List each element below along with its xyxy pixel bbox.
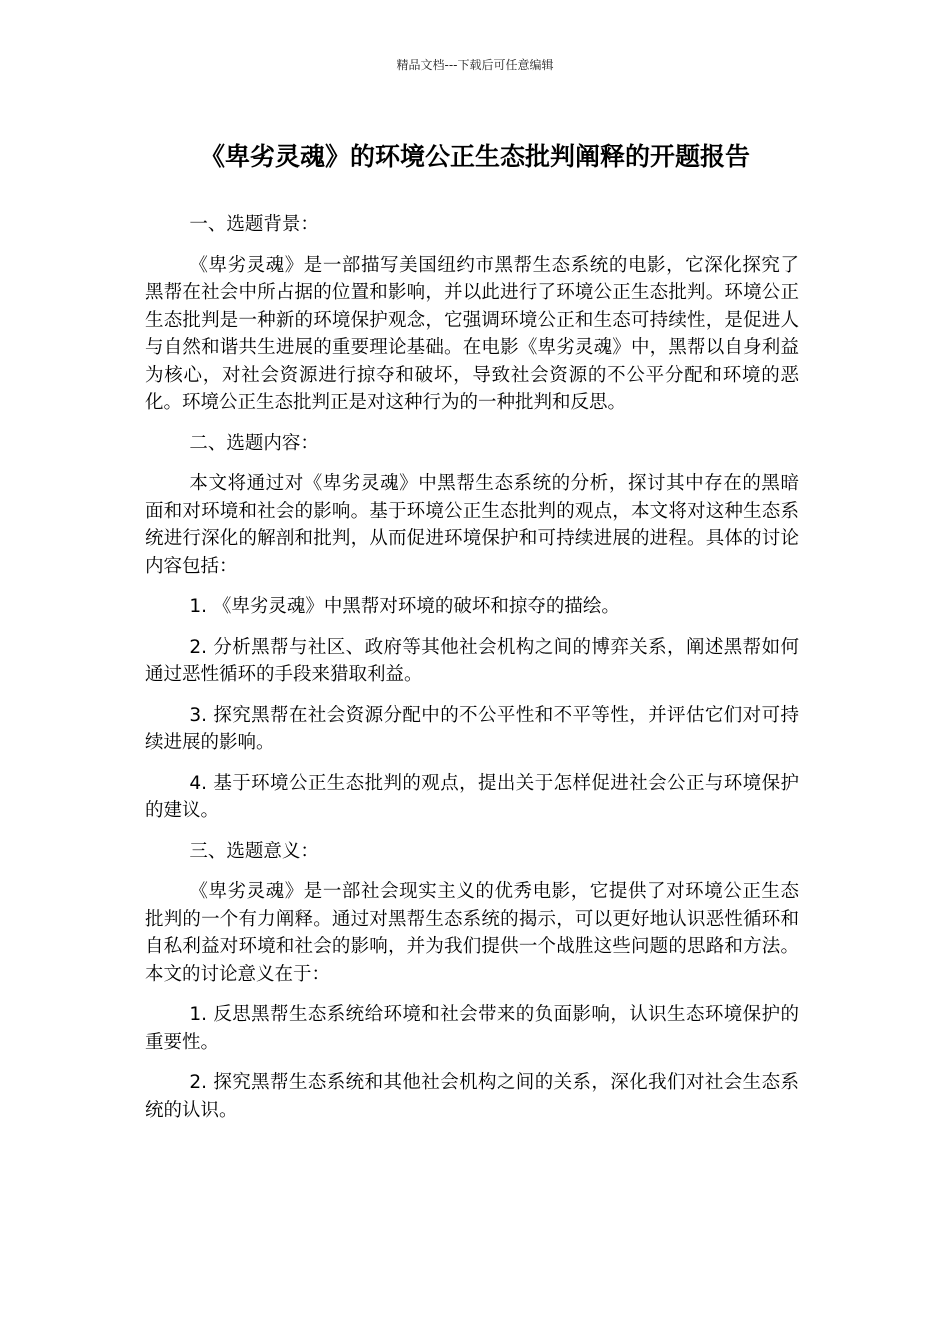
section-heading-background: 一、选题背景： [189, 214, 319, 235]
section-heading-significance: 三、选题意义： [189, 840, 319, 862]
significance-list-item: 2. 探究黑帮生态系统和其他社会机构之间的关系，深化我们对社会生态系统的认识。 [145, 1072, 799, 1121]
content-list-item: 3. 探究黑帮在社会资源分配中的不公平性和不平等性，并评估它们对可持续进展的影响。 [145, 704, 799, 753]
content-paragraph: 本文将通过对《卑劣灵魂》中黑帮生态系统的分析，探讨其中存在的黑暗面和对环境和社会的影响。基于环境公正生态批判的观点，本文将对这种生态系统进行深化的解剖和批判，从而促进环境保护和可持续进展的进程。具体的讨论内容包括： [145, 473, 799, 577]
significance-list-item: 1. 反思黑帮生态系统给环境和社会带来的负面影响，认识生态环境保护的重要性。 [145, 1004, 799, 1053]
section-heading-content: 二、选题内容： [189, 432, 319, 454]
page-header: 精品文档---下载后可任意编辑 [396, 58, 554, 72]
content-list-item: 1. 《卑劣灵魂》中黑帮对环境的破坏和掠夺的描绘。 [189, 596, 620, 617]
background-paragraph: 《卑劣灵魂》是一部描写美国纽约市黑帮生态系统的电影，它深化探究了黑帮在社会中所占据的位置和影响，并以此进行了环境公正生态批判。环境公正生态批判是一种新的环境保护观念，它强调环境公正和生态可持续性，是促进人与自然和谐共生进展的重要理论基础。在电影《卑劣灵魂》中，黑帮以自身利益为核心，对社会资源进行掠夺和破坏，导致社会资源的不公平分配和环境的恶化。环境公正生态批判正是对这种行为的一种批判和反思。 [145, 254, 799, 413]
significance-paragraph: 《卑劣灵魂》是一部社会现实主义的优秀电影，它提供了对环境公正生态批判的一个有力阐释。通过对黑帮生态系统的揭示，可以更好地认识恶性循环和自私利益对环境和社会的影响，并为我们提供一个战胜这些问题的思路和方法。本文的讨论意义在于： [145, 881, 799, 985]
document-title: 《卑劣灵魂》的环境公正生态批判阐释的开题报告 [199, 142, 750, 171]
content-list-item: 2. 分析黑帮与社区、政府等其他社会机构之间的博弈关系，阐述黑帮如何通过恶性循环的手段来猎取利益。 [145, 636, 799, 685]
content-list-item: 4. 基于环境公正生态批判的观点，提出关于怎样促进社会公正与环境保护的建议。 [145, 772, 799, 821]
document-body [145, 211, 799, 1137]
